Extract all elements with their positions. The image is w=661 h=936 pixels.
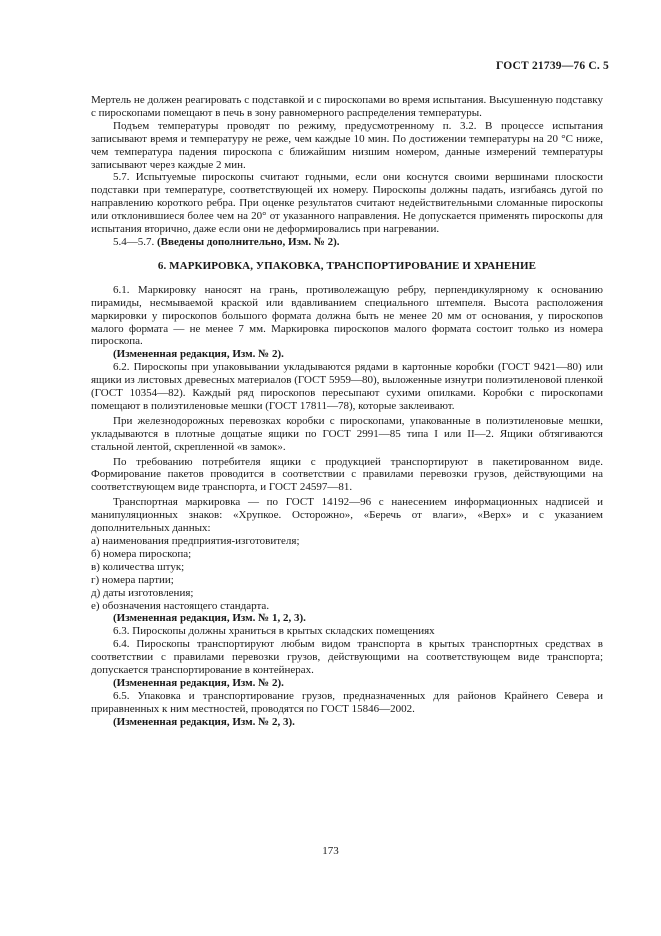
- amendment-note: (Измененная редакция, Изм. № 2).: [113, 676, 284, 689]
- paragraph-transport-marking: Транспортная маркировка — по ГОСТ 14192—96 с нанесением информационных надписей и манипуляционных знаков: «Хрупкое. Осторожно», «Беречь от влаги», «Верх» и с указанием дополнительных данных:: [91, 496, 603, 535]
- paragraph-6-1: 6.1. Маркировку наносят на грань, противолежащую ребру, перпендикулярному к основанию пирамиды, несмываемой краской или вдавливанием специального штемпеля. Высота расположения маркировки у пироскопов большого формата должна быть не менее 20 мм от основания, у пироскопов малого формата — не менее 7 мм. Маркировка пироскопов малого формата состоит только из номера пироскопа.: [91, 283, 603, 348]
- amendment-note: (Введены дополнительно, Изм. № 2).: [157, 235, 340, 248]
- list-item: а) наименования предприятия-изготовителя;: [91, 535, 300, 547]
- paragraph-rail-transport: При железнодорожных перевозках коробки с пироскопами, упакованные в полиэтиленовые мешки, укладываются в плотные дощатые ящики по ГОСТ 2991—85 типа I или II—2. Ящики обтягиваются стальной лентой, скрепленной «в замок».: [91, 414, 603, 453]
- paragraph-6-2: 6.2. Пироскопы при упаковывании укладываются рядами в картонные коробки (ГОСТ 9421—80) или ящики из листовых древесных материалов (ГОСТ 5959—80), выложенные изнутри полиэтиленовой пленкой (ГОСТ 10354—82). Каждый ряд пироскопов пересыпают сухими опилками. Коробки с пироскопами помещают в полиэтиленовые мешки (ГОСТ 17811—78), которые заклеивают.: [91, 361, 603, 412]
- document-body: [91, 94, 603, 729]
- list-item: д) даты изготовления;: [91, 586, 194, 599]
- paragraph-amendment-5-4: [91, 236, 603, 249]
- page-number: 173: [322, 845, 339, 857]
- paragraph-6-3: 6.3. Пироскопы должны храниться в крытых складских помещениях: [113, 625, 435, 638]
- amendment-note: (Измененная редакция, Изм. № 2, 3).: [113, 715, 295, 728]
- amendment-note: (Измененная редакция, Изм. № 2).: [113, 348, 284, 361]
- list-item: б) номера пироскопа;: [91, 547, 192, 560]
- paragraph-packaged-transport: По требованию потребителя ящики с продукцией транспортируют в пакетированном виде. Формирование пакетов проводится в соответствии с правилами перевозки грузов, действующими на соответствующем виде транспорта, и ГОСТ 24597—81.: [91, 455, 603, 494]
- paragraph-5-7: 5.7. Испытуемые пироскопы считают годными, если они коснутся своими вершинами плоскости подставки при температуре, соответствующей их номеру. Пироскопы должны падать, изгибаясь дугой по направлению короткого ребра. При оценке результатов считают недействительными сломанные пироскопы или отклонившиеся более чем на 20° от указанного направления. Не допускается применять пироскопы для испытания вторично, даже если они не деформировались при нагревании.: [91, 171, 603, 236]
- list-item: г) номера партии;: [91, 573, 174, 586]
- list-item: в) количества штук;: [91, 560, 185, 573]
- amendment-note: (Измененная редакция, Изм. № 1, 2, 3).: [113, 612, 306, 625]
- section-title: 6. МАРКИРОВКА, УПАКОВКА, ТРАНСПОРТИРОВАНИЕ И ХРАНЕНИЕ: [157, 259, 537, 272]
- paragraph-6-5: 6.5. Упаковка и транспортирование грузов, предназначенных для районов Крайнего Севера и приравненных к ним местностей, проводятся по ГОСТ 15846—2002.: [91, 689, 603, 715]
- page-header: ГОСТ 21739—76 С. 5: [496, 60, 609, 72]
- paragraph-6-4: 6.4. Пироскопы транспортируют любым видом транспорта в крытых транспортных средствах в соответствии с правилами перевозки грузов, действующими на соответствующем виде транспорта; допускается транспортирование в контейнерах.: [91, 638, 603, 677]
- list-item: е) обозначения настоящего стандарта.: [91, 599, 270, 612]
- paragraph-mortar: Мертель не должен реагировать с подставкой и с пироскопами во время испытания. Высушенную подставку с пироскопами помещают в печь в зону равномерного распределения температуры.: [91, 94, 603, 119]
- paragraph-temperature-rise: Подъем температуры проводят по режиму, предусмотренному п. 3.2. В процессе испытания записывают время и температуру не реже, чем каждые 10 мин. По достижении температуры на 20 °С ниже, чем температура падения пироскопа с ближайшим низшим номером, данные измерений температуры записывают через каждые 2 мин.: [91, 119, 603, 171]
- amendment-ref: 5.4—5.7.: [113, 235, 157, 248]
